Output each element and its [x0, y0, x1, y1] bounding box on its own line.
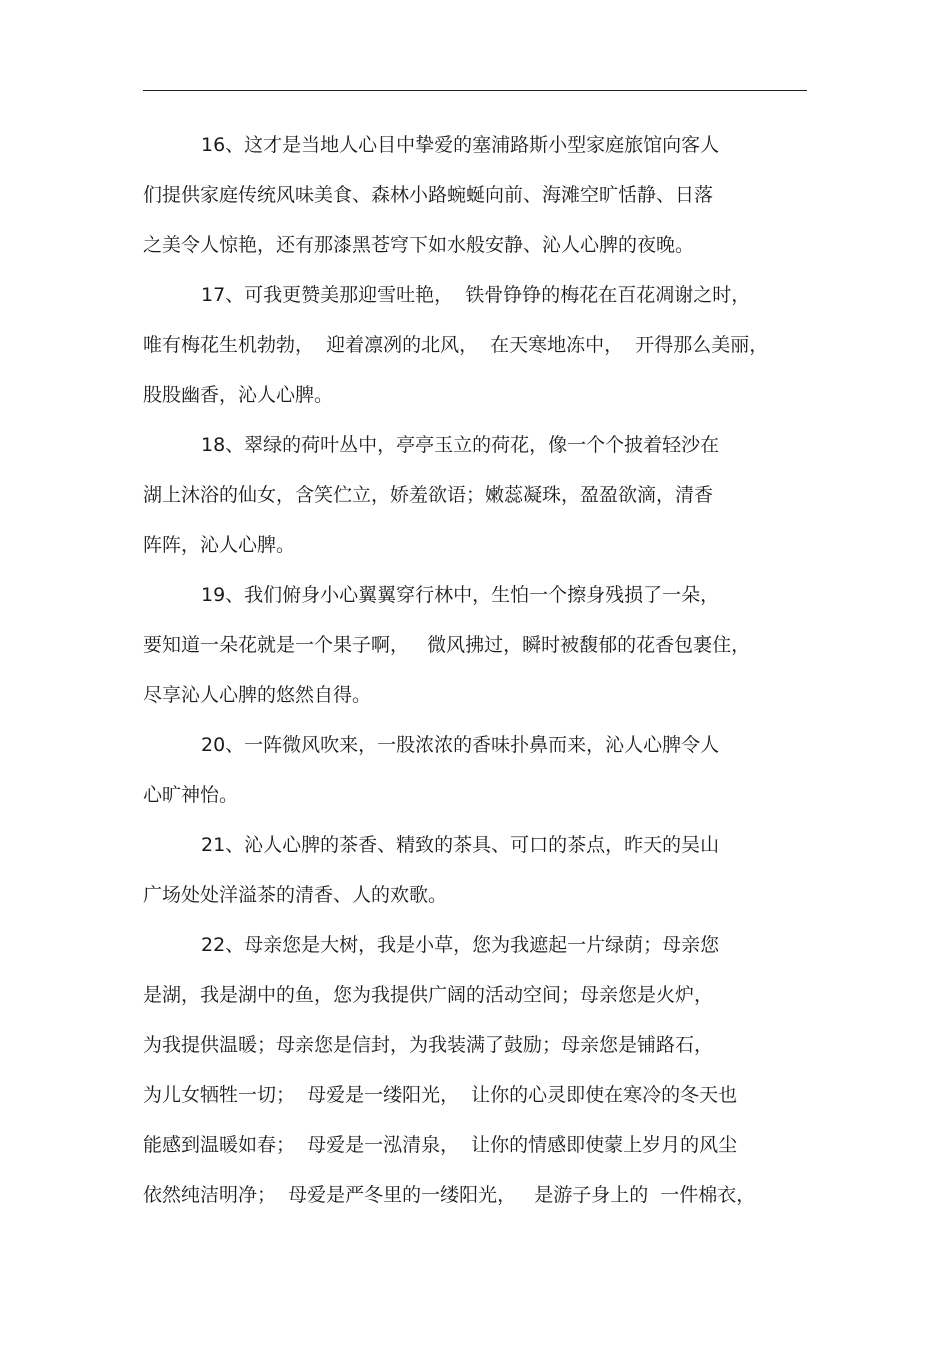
paragraph-line: 18、翠绿的荷叶丛中，亭亭玉立的荷花，像一个个披着轻沙在	[201, 434, 720, 456]
paragraph-line: 之美令人惊艳，还有那漆黑苍穹下如水般安静、沁人心脾的夜晚。	[143, 234, 695, 256]
paragraph-18	[143, 420, 823, 570]
paragraph-line: 股股幽香，沁人心脾。	[143, 384, 334, 406]
paragraph-line: 们提供家庭传统风味美食、森林小路蜿蜒向前、海滩空旷恬静、日落	[143, 184, 714, 206]
paragraph-line: 为儿女牺牲一切； 母爱是一缕阳光， 让你的心灵即使在寒冷的冬天也	[143, 1084, 738, 1106]
paragraph-20	[143, 720, 823, 820]
document-body	[143, 120, 823, 1220]
paragraph-line: 为我提供温暖；母亲您是信封，为我装满了鼓励；母亲您是铺路石，	[143, 1034, 714, 1056]
paragraph-line: 16、这才是当地人心目中挚爱的塞浦路斯小型家庭旅馆向客人	[201, 134, 720, 156]
paragraph-line: 阵阵，沁人心脾。	[143, 534, 296, 556]
paragraph-line: 19、我们俯身小心翼翼穿行林中，生怕一个擦身残损了一朵，	[201, 584, 720, 606]
paragraph-line: 心旷神怡。	[143, 784, 239, 806]
paragraph-21	[143, 820, 823, 920]
paragraph-line: 唯有梅花生机勃勃， 迎着凛冽的北风， 在天寒地冻中， 开得那么美丽，	[143, 334, 769, 356]
paragraph-17	[143, 270, 823, 420]
paragraph-line: 21、沁人心脾的茶香、精致的茶具、可口的茶点，昨天的吴山	[201, 834, 720, 856]
paragraph-19	[143, 570, 823, 720]
paragraph-line: 湖上沐浴的仙女，含笑伫立，娇羞欲语；嫩蕊凝珠，盈盈欲滴，清香	[143, 484, 714, 506]
paragraph-line: 17、可我更赞美那迎雪吐艳， 铁骨铮铮的梅花在百花凋谢之时，	[201, 284, 751, 306]
paragraph-line: 22、母亲您是大树，我是小草，您为我遮起一片绿荫；母亲您	[201, 934, 720, 956]
paragraph-line: 是湖，我是湖中的鱼，您为我提供广阔的活动空间；母亲您是火炉，	[143, 984, 714, 1006]
paragraph-22	[143, 920, 823, 1220]
paragraph-line: 要知道一朵花就是一个果子啊， 微风拂过，瞬时被馥郁的花香包裹住，	[143, 634, 751, 656]
paragraph-line: 20、一阵微风吹来，一股浓浓的香味扑鼻而来，沁人心脾令人	[201, 734, 720, 756]
paragraph-line: 能感到温暖如春； 母爱是一泓清泉， 让你的情感即使蒙上岁月的风尘	[143, 1134, 738, 1156]
paragraph-line: 广场处处洋溢茶的清香、人的欢歌。	[143, 884, 448, 906]
header-rule	[143, 90, 807, 91]
paragraph-line: 依然纯洁明净； 母爱是严冬里的一缕阳光， 是游子身上的 一件棉衣，	[143, 1184, 756, 1206]
paragraph-line: 尽享沁人心脾的悠然自得。	[143, 684, 372, 706]
paragraph-16	[143, 120, 823, 270]
